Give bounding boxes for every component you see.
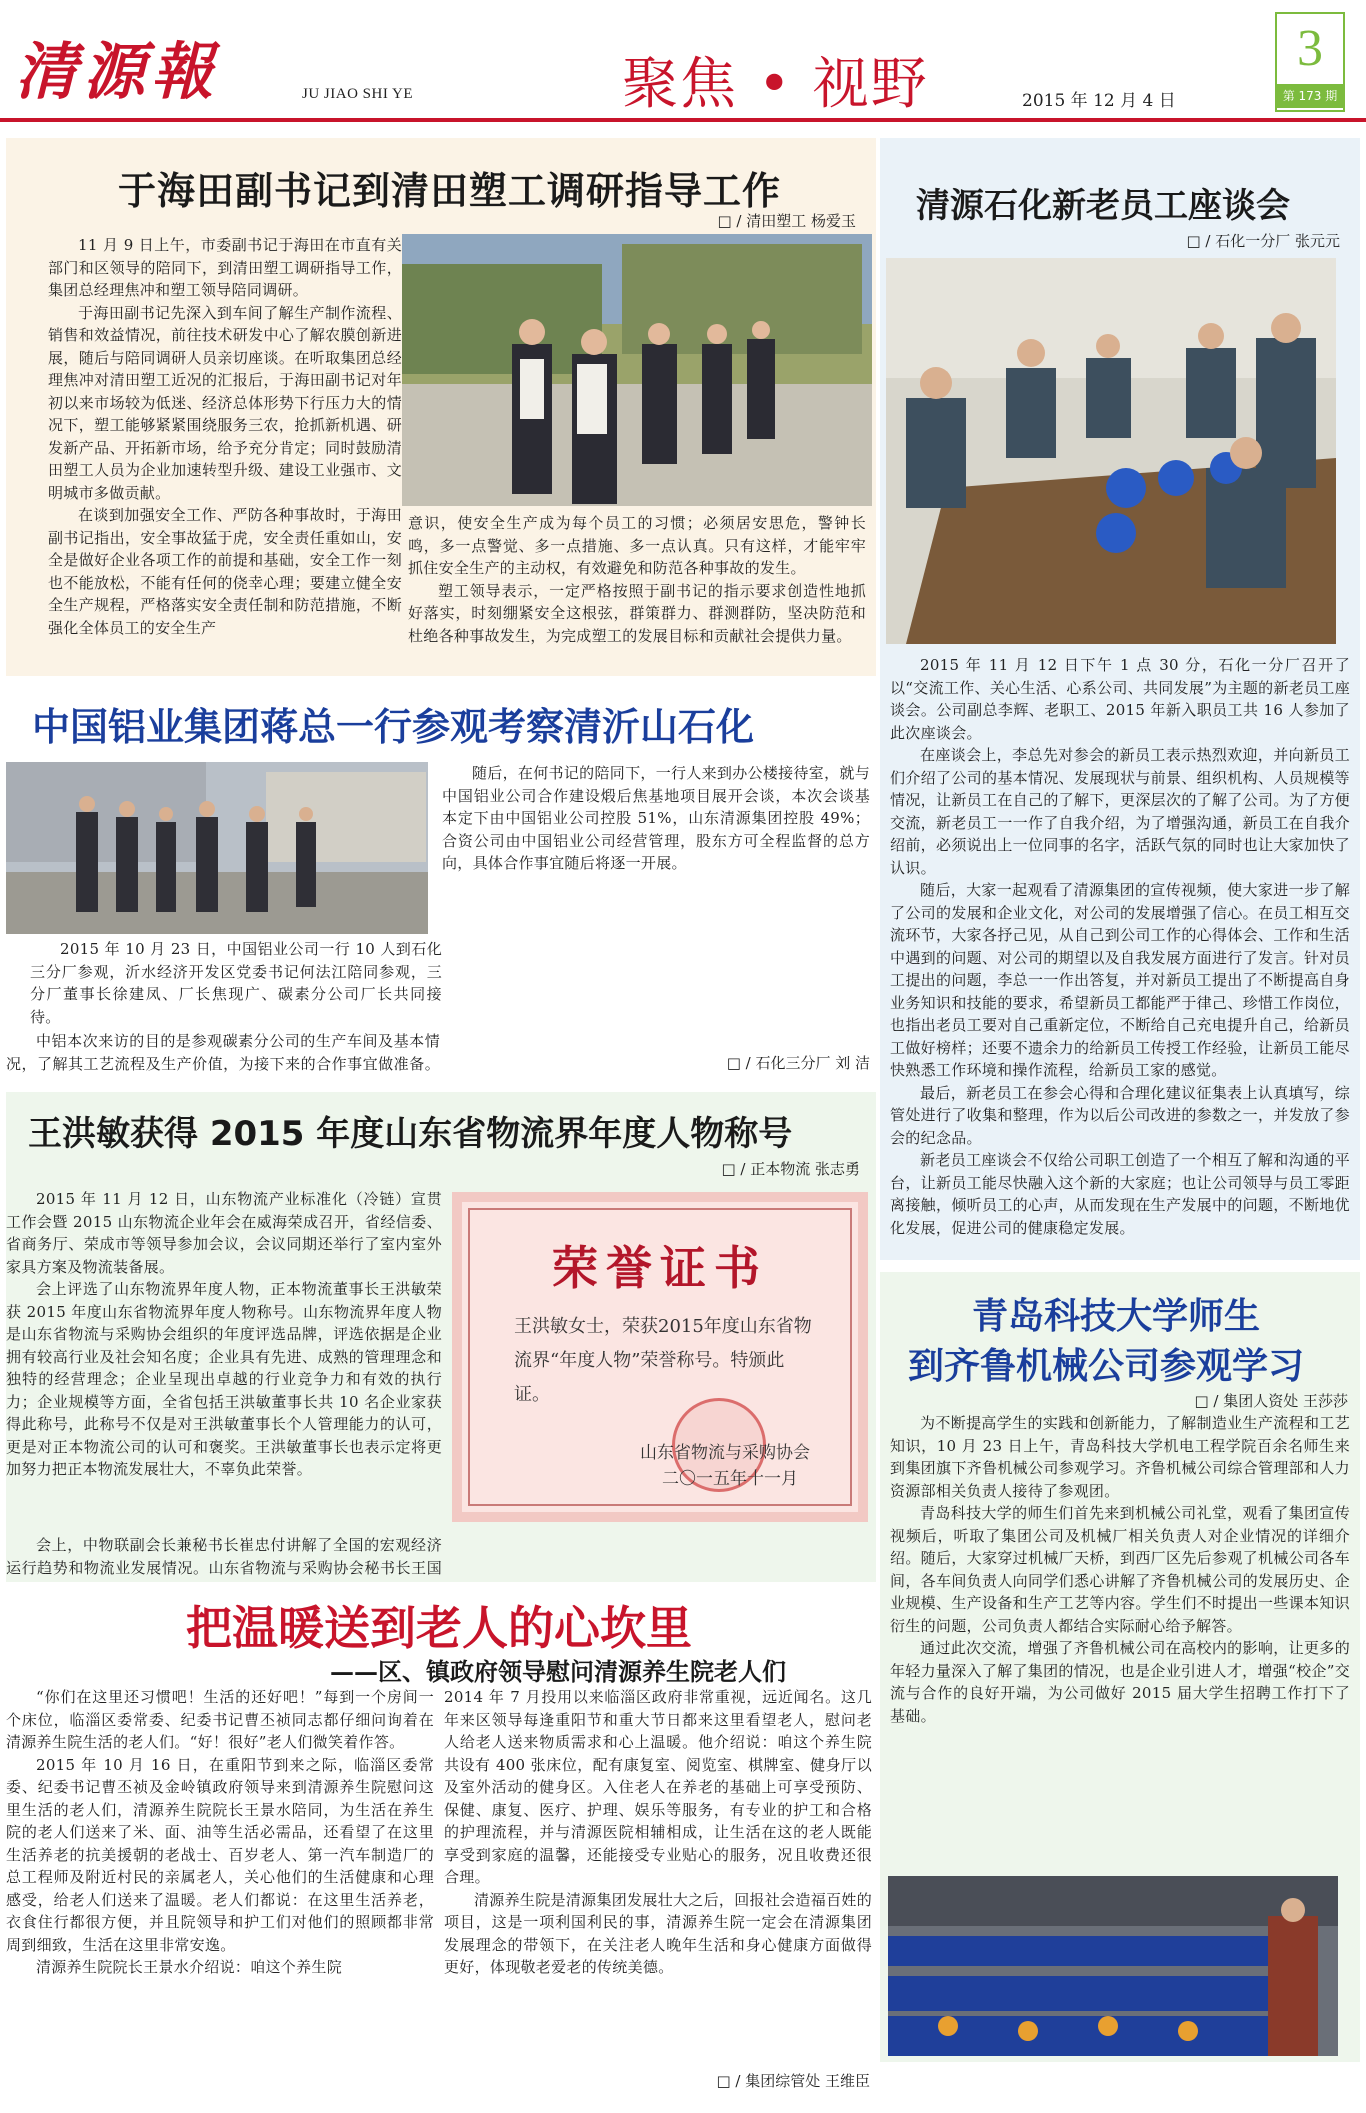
article-title: 中国铝业集团蒋总一行参观考察清沂山石化 [32, 705, 755, 749]
paragraph: 塑工领导表示，一定严格按照于副书记的指示要求创造性地抓好落实，时刻绷紧安全这根弦，群策群力、群测群防，坚决防范和杜绝各种事故发生，为完成塑工的发展目标和贡献社会提供力量。 [408, 581, 866, 645]
article-university-visit [880, 1272, 1360, 2062]
paragraph: 2015 年 10 月 16 日，在重阳节到来之际，临淄区委常委、纪委书记曹丕祯及金岭镇政府领导来到清源养生院慰问这里生活的老人们，清源养生院院长王景水陪同，为生活在养生院的老人们送来了米、面、油等生活必需品，还看望了在这里生活养老的抗美援朝的老战士、百岁老人、第一汽车制造厂的总工程师及附近村民的亲属老人，关心他们的生活健康和心理感受，给老人们送来了温暖。老人们都说：在这里生活养老，衣食住行都很方便，并且院领导和护工们对他们的照顾都非常周到细致，生活在这里非常安逸。 [6, 1755, 434, 1954]
article-title: 于海田副书记到清田塑工调研指导工作 [118, 168, 782, 213]
certificate-date: 二〇一五年十一月 [662, 1469, 798, 1489]
photo-meeting [886, 258, 1336, 644]
photo-inspection-walk [402, 234, 872, 506]
paragraph: 最后，新老员工在参会心得和合理化建议征集表上认真填写，综管处进行了收集和整理，作为以后公司改进的参数之一，并发放了参会的纪念品。 [890, 1083, 1350, 1147]
paragraph: 清源养生院院长王景水介绍说：咱这个养生院 [36, 1958, 343, 1976]
paragraph: 会上评选了山东物流界年度人物，正本物流董事长王洪敏荣获 2015 年度山东省物流界年度人物称号。山东物流界年度人物是山东省物流与采购协会组织的年度评选品牌，评选依据是企业拥有较高行业及社会知名度；企业具有先进、成熟的管理理念和独特的经营理念；企业呈现出卓越的行业竞争力和有效的执行力；企业规模等方面，全省包括王洪敏董事长共 10 名企业家获得此称号，此称号不仅是对王洪敏董事长个人管理能力的认可，更是对正本物流公司的认可和褒奖。王洪敏董事长也表示定将更加努力把正本物流发展壮大，不辜负此荣誉。 [6, 1280, 442, 1478]
paragraph: 2015 年 11 月 12 日，山东物流产业标准化（冷链）宣贯工作会暨 2015 山东物流企业年会在威海荣成召开，省经信委、省商务厅、荣成市等领导参加会议，会议同期还举行了室内室外家具方案及物流装备展。 [6, 1190, 442, 1276]
article-byline: □ / 集团人资处 王莎莎 [1194, 1392, 1348, 1410]
paragraph: 为不断提高学生的实践和创新能力，了解制造业生产流程和工艺知识，10 月 23 日上午，青岛科技大学机电工程学院百余名师生来到集团旗下齐鲁机械公司参观学习。齐鲁机械公司综合管理部和人力资源部相关负责人接待了参观团。 [890, 1414, 1350, 1500]
certificate-text: 王洪敏女士，荣获2015年度山东省物流界“年度人物”荣誉称号。特颁此证。 [514, 1316, 812, 1405]
masthead [0, 0, 1366, 130]
article-elderly-home [6, 1588, 876, 2100]
honor-certificate [452, 1192, 868, 1522]
article-title: 王洪敏获得 2015 年度山东省物流界年度人物称号 [28, 1114, 793, 1154]
article-title: 清源石化新老员工座谈会 [916, 186, 1290, 226]
paragraph: 青岛科技大学的师生们首先来到机械公司礼堂，观看了集团宣传视频后，听取了集团公司及机械厂相关负责人对企业情况的详细介绍。随后，大家穿过机械厂天桥，到西厂区先后参观了机械公司各车间，各车间负责人向同学们悉心讲解了齐鲁机械公司的发展历史、企业规模、生产设备和生产工艺等内容。学生们不时提出一些课本知识衍生的问题，公司负责人都结合实际耐心给予解答。 [890, 1504, 1350, 1635]
masthead-rule [0, 118, 1366, 122]
article-research-visit [6, 138, 876, 676]
paragraph: 清源养生院是清源集团发展壮大之后，回报社会造福百姓的项目，这是一项利国利民的事，清源养生院一定会在清源集团发展理念的带领下，在关注老人晚年生活和身心健康方面做得更好，体现敬老爱老的传统美德。 [444, 1890, 872, 1976]
page-number: 3 [1297, 20, 1323, 77]
logo: 清源報 [15, 35, 220, 108]
paragraph: 会上，中物联副会长兼秘书长崔忠付讲解了全国的宏观经济运行趋势和物流业发展情况。山东省物流与采购协会秘书长王国 [6, 1536, 442, 1577]
article-logistics-award [6, 1092, 876, 1582]
paragraph: 在座谈会上，李总先对参会的新员工表示热烈欢迎，并向新员工们介绍了公司的基本情况、发展现状与前景、组织机构、人员规模等情况，让新员工在自己的了解下，更深层次的了解了公司。为了方便交流，新老员工一一作了自我介绍，为了增强沟通，新员工在自我介绍前，必须说出上一位同事的名字，活跃气氛的同时也让大家加快了认识。 [890, 746, 1350, 877]
article-title: 把温暖送到老人的心坎里 [186, 1601, 692, 1655]
paragraph: 在谈到加强安全工作、严防各种事故时，于海田副书记指出，安全事故猛于虎，安全责任重如山，安全是做好企业各项工作的前提和基础，安全工作一刻也不能放松，不能有任何的侥幸心理；要建立健全安全生产规程，严格落实安全责任制和防范措施，不断强化全体员工的安全生产 [48, 506, 402, 637]
article-title-line-2: 到齐鲁机械公司参观学习 [908, 1345, 1305, 1387]
paragraph: 新老员工座谈会不仅给公司职工创造了一个相互了解和沟通的平台，让新员工能尽快融入这个新的大家庭；也让公司领导与员工零距离接触，倾听员工的心声，从而发现在生产发展中的问题，不断地优化发展，促进公司的健康稳定发展。 [890, 1151, 1350, 1237]
section-title: 聚焦 • 视野 [622, 52, 929, 117]
article-title-line-1: 青岛科技大学师生 [972, 1295, 1261, 1337]
photo-plant-visit [6, 762, 428, 934]
certificate-title: 荣誉证书 [552, 1241, 768, 1295]
issue-number: 第 173 期 [1277, 84, 1343, 108]
certificate-org: 山东省物流与采购协会 [640, 1443, 810, 1463]
article-staff-forum [880, 138, 1360, 1260]
paragraph: 意识，使安全生产成为每个员工的习惯；必须居安思危，警钟长鸣，多一点警觉、多一点措施、多一点认真。只有这样，才能牢牢抓住安全生产的主动权，有效避免和防范各种事故的发生。 [408, 514, 866, 577]
article-byline: □ / 集团综管处 王维臣 [716, 2072, 870, 2090]
article-byline: □ / 石化三分厂 刘 洁 [726, 1054, 870, 1072]
paragraph: 中铝本次来访的目的是参观碳素分公司的生产车间及基本情况，了解其工艺流程及生产价值，为接下来的合作事宜做准备。 [6, 1032, 440, 1073]
paragraph: 于海田副书记先深入到车间了解生产制作流程、销售和效益情况，前往技术研发中心了解农膜创新进展，随后与陪同调研人员亲切座谈。在听取集团总经理焦冲对清田塑工近况的汇报后，于海田副书记对年初以来市场较为低迷、经济总体形势下行压力大的情况下，塑工能够紧紧围绕服务三农，抢抓新机遇、研发新产品、开拓新市场，给予充分肯定；同时鼓励清田塑工人员为企业加速转型升级、建设工业强市、文明城市多做贡献。 [48, 303, 402, 502]
article-subtitle: ——区、镇政府领导慰问清源养生院老人们 [330, 1657, 786, 1686]
paragraph: 随后，在何书记的陪同下，一行人来到办公楼接待室，就与中国铝业公司合作建设煅后焦基地项目展开会谈，本次会谈基本定下由中国铝业公司控股 51%，山东清源集团控股 49%；合资公司由中国铝业公司经营管理，股东方可全程监督的总方向，具体合作事宜随后将逐一开展。 [442, 764, 870, 872]
pinyin-label: JU JIAO SHI YE [302, 86, 414, 102]
article-byline: □ / 石化一分厂 张元元 [1186, 232, 1340, 250]
article-aluminum-visit [6, 686, 876, 1084]
paragraph: 2014 年 7 月投用以来临淄区政府非常重视，远近闻名。这几年来区领导每逢重阳节和重大节日都来这里看望老人，慰问老人给老人送来物质需求和心上温暖。他介绍说：咱这个养生院共设有 400 张床位，配有康复室、阅览室、棋牌室、健身厅以及室外活动的健身区。入住老人在养老的基础上可享受预防、保健、康复、医疗、护理、娱乐等服务，有专业的护工和合格的护理流程，并与清源医院相辅相成，让生活在这的老人既能享受到家庭的温馨，还能接受专业贴心的服务，况且收费还很合理。 [444, 1688, 872, 1886]
paragraph: 2015 年 10 月 23 日，中国铝业公司一行 10 人到石化三分厂参观，沂水经济开发区党委书记何法江陪同参观，三分厂董事长徐建凤、厂长焦现广、碳素分公司厂长共同接待。 [30, 940, 442, 1026]
paragraph: 2015 年 11 月 12 日下午 1 点 30 分，石化一分厂召开了以“交流工作、关心生活、心系公司、共同发展”为主题的新老员工座谈会。公司副总李辉、老职工、2015 年新入职员工共 16 人参加了此次座谈会。 [890, 656, 1350, 742]
paragraph: “你们在这里还习惯吧！生活的还好吧！”每到一个房间一个床位，临淄区委常委、纪委书记曹丕祯同志都仔细问询着在清源养生院生活的老人们。“好！很好”老人们微笑着作答。 [6, 1688, 434, 1751]
article-byline: □ / 清田塑工 杨爱玉 [717, 212, 856, 230]
page-number-box [1275, 12, 1345, 112]
photo-students-auditorium [888, 1876, 1338, 2056]
article-byline: □ / 正本物流 张志勇 [721, 1160, 860, 1178]
paragraph: 通过此次交流，增强了齐鲁机械公司在高校内的影响，让更多的年轻力量深入了解了集团的情况，也是企业引进人才，增强“校企”交流与合作的良好开端，为公司做好 2015 届大学生招聘工作打下了基础。 [890, 1639, 1350, 1725]
paragraph: 11 月 9 日上午，市委副书记于海田在市直有关部门和区领导的陪同下，到清田塑工调研指导工作，集团总经理焦冲和塑工领导陪同调研。 [48, 236, 402, 299]
issue-date: 2015 年 12 月 4 日 [1022, 91, 1176, 111]
paragraph: 随后，大家一起观看了清源集团的宣传视频，使大家进一步了解了公司的发展和企业文化，对公司的发展增强了信心。在员工相互交流环节，大家各抒己见，从自己到公司工作的心得体会、工作和生活中遇到的问题、对公司的期望以及自我发展方面进行了发言。针对员工提出的问题，李总一一作出答复，并对新员工提出了不断提高自身业务知识和技能的要求，希望新员工都能严于律己、珍惜工作岗位，也指出老员工要对自己重新定位，不断给自己充电提升自己，给新员工做好榜样；还要不遗余力的给新员工传授工作经验，让新员工能尽快熟悉工作环境和操作流程，给新员工家的感觉。 [890, 881, 1350, 1079]
